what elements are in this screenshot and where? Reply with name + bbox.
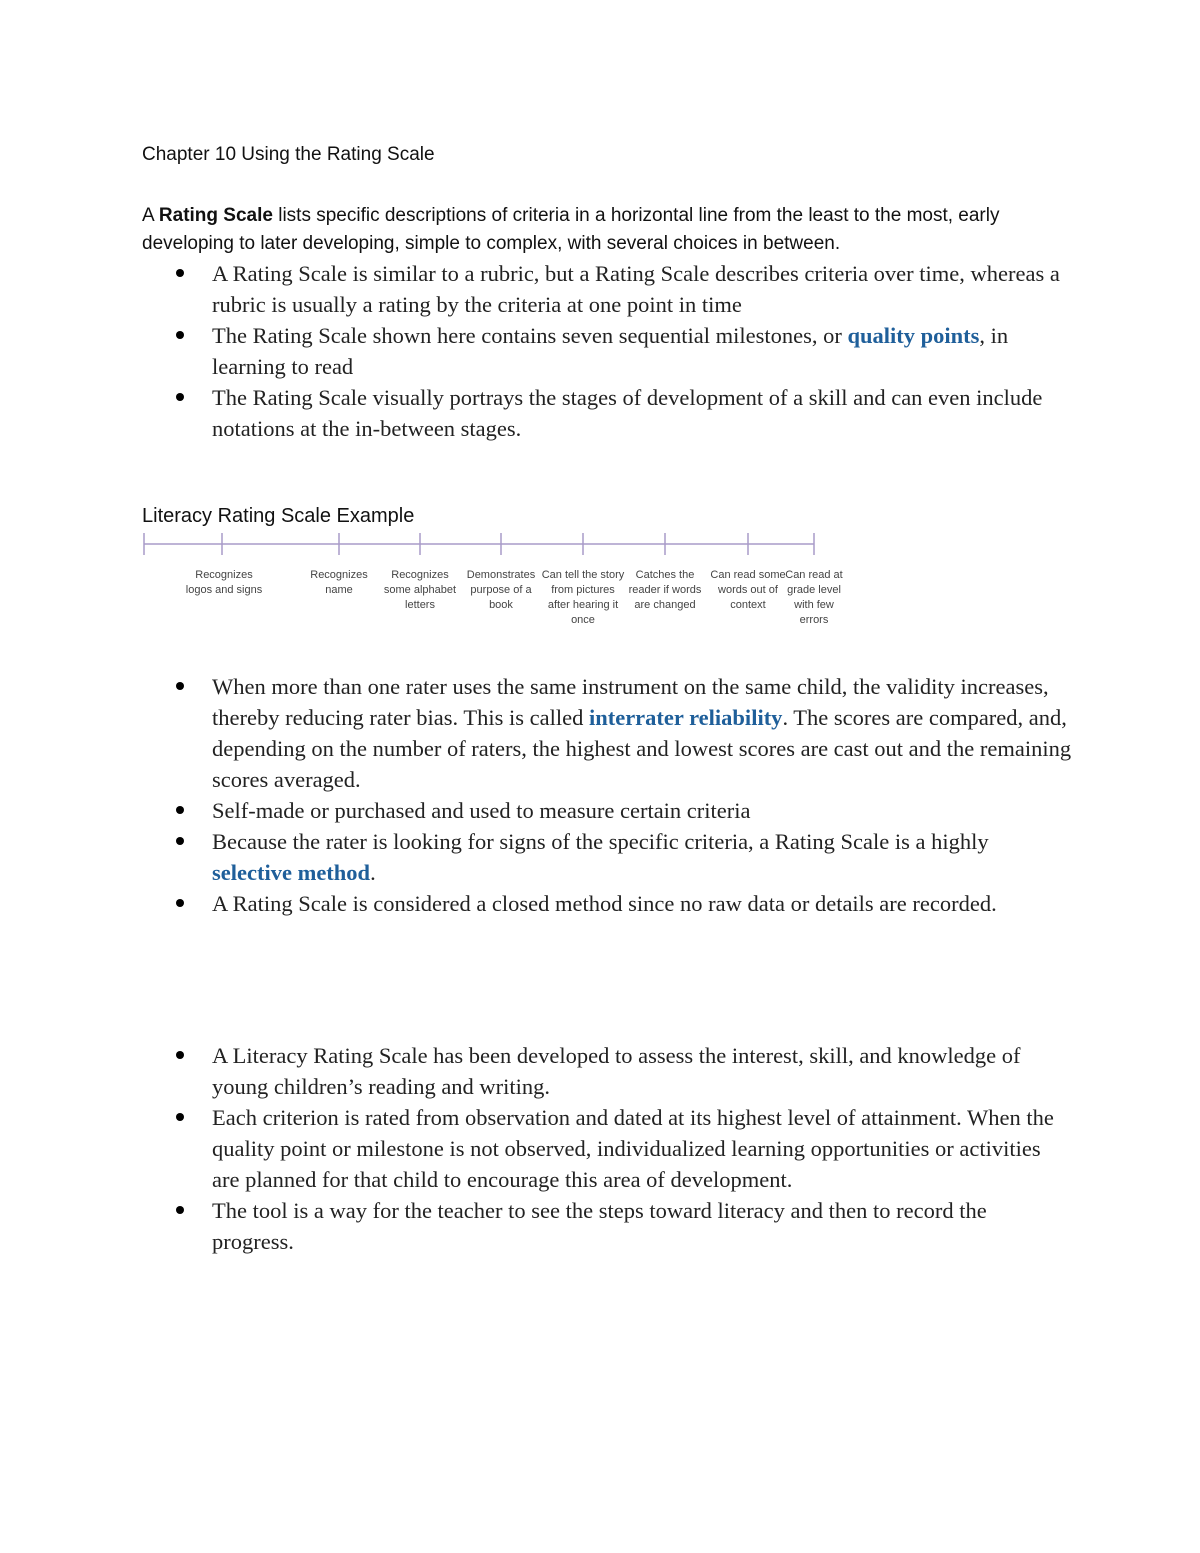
scale-label: Recognizes name — [310, 569, 368, 596]
list-item-text: A Rating Scale is considered a closed method since no raw data or details are recorded. — [212, 891, 997, 916]
list-item-text: Each criterion is rated from observation and dated at its highest level of attainment. When the quality point or milestone is not observed, individualized learning opportunities or activities are planned for that child to encourage this area of development. — [212, 1105, 1054, 1192]
bullet-icon — [176, 1051, 184, 1059]
list-item — [142, 1040, 1072, 1102]
list-item-text: The tool is a way for the teacher to see the steps toward literacy and then to record the progress. — [212, 1198, 987, 1254]
intro-rest: lists specific descriptions of criteria in a horizontal line from the least to the most, early developing to later developing, simple to complex, with several choices in between. — [142, 205, 1000, 254]
list-item — [142, 826, 1072, 888]
bullet-icon — [176, 393, 184, 401]
bullet-icon — [176, 269, 184, 277]
list-item-text: Because the rater is looking for signs of the specific criteria, a Rating Scale is a highly — [212, 829, 989, 854]
scale-label: Demonstrates purpose of a book — [466, 569, 536, 611]
bullet-icon — [176, 682, 184, 690]
bullet-icon — [176, 1206, 184, 1214]
list-item-text: Self-made or purchased and used to measure certain criteria — [212, 798, 751, 823]
list-item-text: When more than one rater uses the same instrument on the same child, the validity increases, thereby reducing rater bias. This is called — [212, 674, 1049, 730]
key-term: interrater reliability — [588, 705, 783, 730]
bullet-list-reliability — [142, 671, 1072, 919]
list-item-text: . The scores are compared, and, depending on the number of raters, the highest and lowest scores are cast out and the remaining scores averaged. — [212, 705, 1072, 792]
list-item — [142, 1195, 1072, 1257]
list-item-text: The Rating Scale visually portrays the stages of development of a skill and can even include notations at the in-between stages. — [212, 385, 1043, 441]
scale-label: Can read some words out of context — [710, 569, 786, 611]
scale-label: Recognizes some alphabet letters — [383, 569, 457, 611]
scale-label: Recognizes logos and signs — [185, 569, 263, 596]
page-title: Chapter 10 Using the Rating Scale — [142, 144, 435, 165]
list-item-text: The Rating Scale shown here contains seven sequential milestones, or — [212, 323, 848, 348]
scale-label: Can tell the story from pictures after hearing it once — [541, 569, 625, 626]
list-item — [142, 795, 1072, 826]
key-term: selective method — [212, 860, 371, 885]
bullet-icon — [176, 331, 184, 339]
list-item-text: A Rating Scale is similar to a rubric, but a Rating Scale describes criteria over time, whereas a rubric is usually a rating by the criteria at one point in time — [212, 261, 1060, 317]
list-item — [142, 888, 1072, 919]
intro-prefix: A — [142, 205, 159, 226]
intro-bold-term: Rating Scale — [158, 205, 273, 226]
key-term: quality points — [847, 323, 980, 348]
bullet-icon — [176, 1113, 184, 1121]
bullet-icon — [176, 837, 184, 845]
list-item-text: A Literacy Rating Scale has been developed to assess the interest, skill, and knowledge of young children’s reading and writing. — [212, 1043, 1021, 1099]
list-item — [142, 320, 1072, 382]
example-heading: Literacy Rating Scale Example — [142, 505, 415, 527]
rating-scale-figure — [138, 530, 858, 650]
list-item — [142, 258, 1072, 320]
scale-label: Can read at grade level with few errors — [785, 569, 843, 626]
list-item — [142, 671, 1072, 795]
scale-label: Catches the reader if words are changed — [628, 569, 702, 611]
rating-scale-line — [138, 530, 858, 560]
bullet-list-definition — [142, 258, 1072, 444]
list-item-text: . — [370, 860, 376, 885]
list-item-text: , in learning to read — [212, 323, 1009, 379]
intro-paragraph — [142, 202, 1072, 258]
list-item — [142, 1102, 1072, 1195]
list-item — [142, 382, 1072, 444]
bullet-icon — [176, 899, 184, 907]
bullet-list-literacy — [142, 1040, 1072, 1257]
bullet-icon — [176, 806, 184, 814]
